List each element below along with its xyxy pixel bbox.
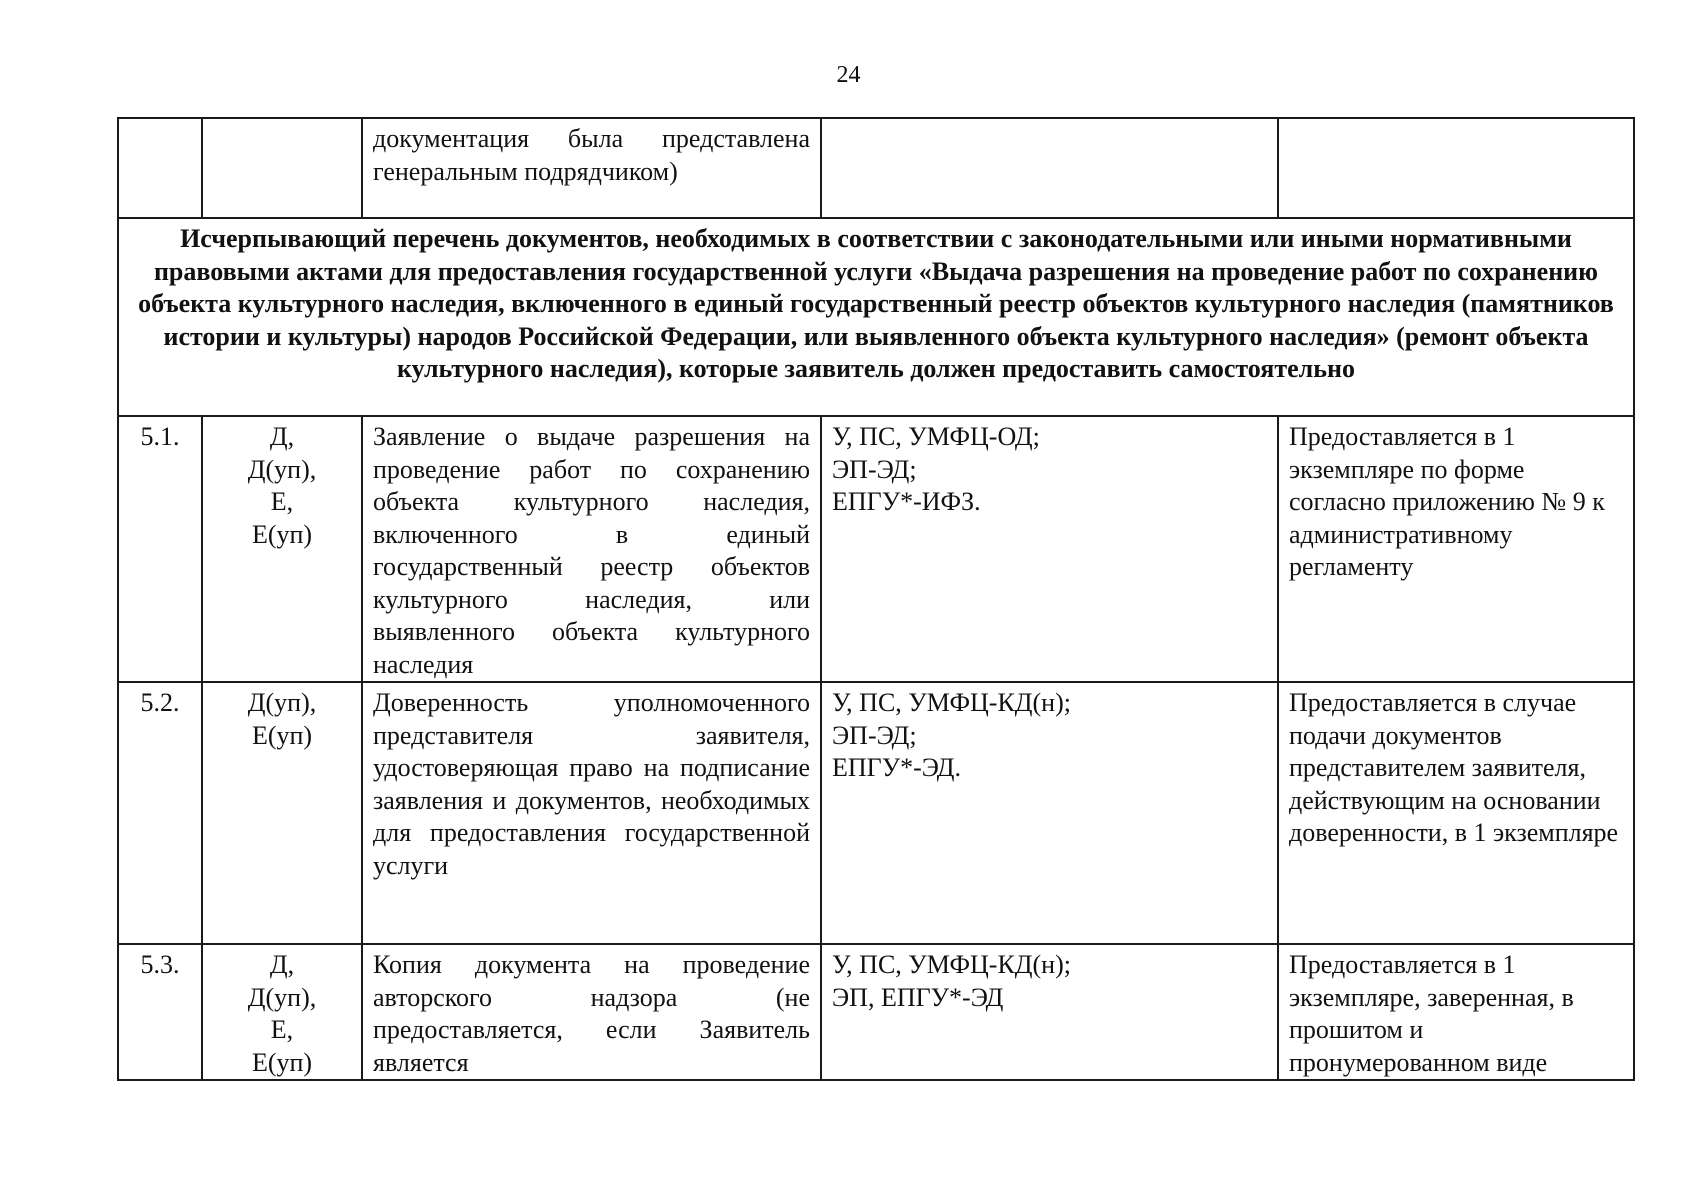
section-header: Исчерпывающий перечень документов, необходимых в соответствии с законодательными или иными нормативными правовыми актами для предоставления государственной услуги «Выдача разрешения на проведение работ по сохранению объекта культурного наследия, включенного в единый государственный реестр объектов культурного наследия (памятников истории и культуры) народов Российской Федерации, или выявленного объекта культурного наследия» (ремонт объекта культурного наследия), которые заявитель должен предоставить самостоятельно [118, 218, 1634, 416]
submission-method-cell: У, ПС, УМФЦ-ОД; ЭП-ЭД; ЕПГУ*-ИФЗ. [821, 416, 1278, 682]
submission-method-cell [821, 118, 1278, 218]
applicant-categories-cell: Д, Д(уп), Е, Е(уп) [202, 416, 362, 682]
section-header-row [118, 218, 1634, 416]
table-row [118, 944, 1634, 1080]
applicant-categories-cell: Д, Д(уп), Е, Е(уп) [202, 944, 362, 1080]
document-name-cell: Доверенность уполномоченного представителя заявителя, удостоверяющая право на подписание заявления и документов, необходимых для предоставления государственной услуги [362, 682, 821, 944]
document-name-cell: Копия документа на проведение авторского надзора (не предоставляется, если Заявитель является [362, 944, 821, 1080]
document-name-cell: документация была представлена генеральным подрядчиком) [362, 118, 821, 218]
note-cell: Предоставляется в 1 экземпляре по форме согласно приложению № 9 к административному регламенту [1278, 416, 1634, 682]
page-number: 24 [836, 62, 861, 88]
submission-method-cell: У, ПС, УМФЦ-КД(н); ЭП-ЭД; ЕПГУ*-ЭД. [821, 682, 1278, 944]
row-number-cell: 5.3. [118, 944, 202, 1080]
table-row-continued [118, 118, 1634, 218]
table-row [118, 416, 1634, 682]
row-number-cell: 5.2. [118, 682, 202, 944]
note-cell: Предоставляется в 1 экземпляре, заверенная, в прошитом и пронумерованном виде [1278, 944, 1634, 1080]
note-cell [1278, 118, 1634, 218]
applicant-categories-cell [202, 118, 362, 218]
documents-table [117, 117, 1635, 1081]
row-number-cell: 5.1. [118, 416, 202, 682]
row-number-cell [118, 118, 202, 218]
document-name-cell: Заявление о выдаче разрешения на проведение работ по сохранению объекта культурного наследия, включенного в единый государственный реестр объектов культурного наследия, или выявленного объекта культурного наследия [362, 416, 821, 682]
note-cell: Предоставляется в случае подачи документов представителем заявителя, действующим на основании доверенности, в 1 экземпляре [1278, 682, 1634, 944]
applicant-categories-cell: Д(уп), Е(уп) [202, 682, 362, 944]
submission-method-cell: У, ПС, УМФЦ-КД(н); ЭП, ЕПГУ*-ЭД [821, 944, 1278, 1080]
table-row [118, 682, 1634, 944]
